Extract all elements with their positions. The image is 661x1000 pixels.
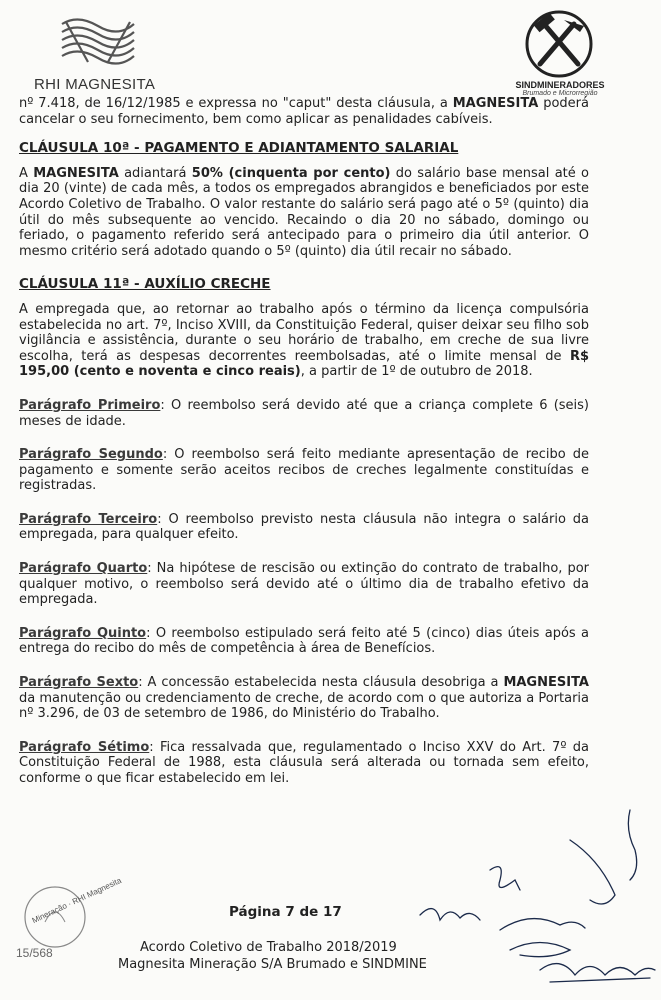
crossed-hammers-icon — [522, 8, 596, 80]
footer-parties: Magnesita Mineração S/A Brumado e SINDMINE — [118, 957, 427, 972]
document-body — [19, 96, 589, 787]
paragraph-quarto: Parágrafo Quarto: Na hipótese de rescisão ou extinção do contrato de trabalho, por qualquer motivo, o reembolso será devido até o último dia de trabalho efetivo da empregada. — [19, 561, 589, 608]
rhi-logo-mark-icon — [58, 12, 138, 72]
clause-11-body: A empregada que, ao retornar ao trabalho após o término da licença compulsória estabelecida no art. 7º, Inciso XVIII, da Constituição Federal, quiser deixar seu filho sob vigilância e assistência, durante o seu horário de trabalho, em creche de sua livre escolha, terá as despesas decorrentes reembolsadas, até o limite mensal de R$ 195,00 (cento e noventa e cinco reais), a partir de 1º de outubro de 2018. — [19, 301, 589, 380]
sindmineradores-subtitle: Brumado e Microrregião — [522, 90, 598, 97]
paragraph-terceiro: Parágrafo Terceiro: O reembolso previsto nesta cláusula não integra o salário da empregada, para qualquer efeito. — [19, 511, 589, 543]
paragraph-segundo: Parágrafo Segundo: O reembolso será feito mediante apresentação de recibo de pagamento e somente serão aceitos recibos de creches legalmente constituídas e registradas. — [19, 447, 589, 494]
stamp-number: 15/568 — [16, 946, 53, 960]
company-stamp — [14, 875, 134, 978]
paragraph-quinto: Parágrafo Quinto: O reembolso estipulado será feito até 5 (cinco) dias úteis após a entrega do recibo do mês de competência à área de Benefícios. — [19, 625, 589, 657]
sindmineradores-logo — [500, 8, 620, 98]
stamp-text: Mineração · RHI Magnesita — [30, 875, 123, 926]
paragraph-sexto: Parágrafo Sexto: A concessão estabelecida nesta cláusula desobriga a MAGNESITA da manutenção ou credenciamento de creche, de acordo com o que autoriza a Portaria nº 3.296, de 03 de setembro de 1986, do Ministério do Trabalho. — [19, 675, 589, 722]
intro-paragraph: nº 7.418, de 16/12/1985 e expressa no "caput" desta cláusula, a MAGNESITA poderá cancelar o seu fornecimento, bem como aplicar as penalidades cabíveis. — [19, 96, 589, 127]
handwritten-signatures — [400, 800, 660, 995]
page-number: Página 7 de 17 — [229, 904, 342, 920]
paragraph-setimo: Parágrafo Sétimo: Fica ressalvada que, regulamentado o Inciso XXV do Art. 7º da Constituição Federal de 1988, esta cláusula será alterada ou tornada sem efeito, conforme o que ficar estabelecido em lei. — [19, 739, 589, 786]
footer-agreement-title: Acordo Coletivo de Trabalho 2018/2019 — [140, 940, 397, 955]
sindmineradores-name: SINDMINERADORES — [515, 80, 605, 90]
clause-11-heading: CLÁUSULA 11ª - AUXÍLIO CRECHE — [19, 276, 271, 293]
rhi-magnesita-logo — [24, 12, 174, 92]
clause-10-body: A MAGNESITA adiantará 50% (cinquenta por cento) do salário base mensal até o dia 20 (vinte) de cada mês, a todos os empregados abrangidos e beneficiados por este Acordo Coletivo de Trabalho. O valor restante do salário será pago até o 5º (quinto) dia útil do mês subsequente ao vencido. Recaindo o dia 20 no sábado, domingo ou feriado, o pagamento referido será antecipado para o primeiro dia útil anterior. O mesmo critério será adotado quando o 5º (quinto) dia útil recair no sábado. — [19, 165, 590, 259]
rhi-logo-text: RHI MAGNESITA — [34, 76, 156, 93]
clause-10-heading: CLÁUSULA 10ª - PAGAMENTO E ADIANTAMENTO SALARIAL — [19, 140, 459, 157]
paragraph-primeiro: Parágrafo Primeiro: O reembolso será devido até que a criança complete 6 (seis) meses de idade. — [19, 397, 590, 429]
